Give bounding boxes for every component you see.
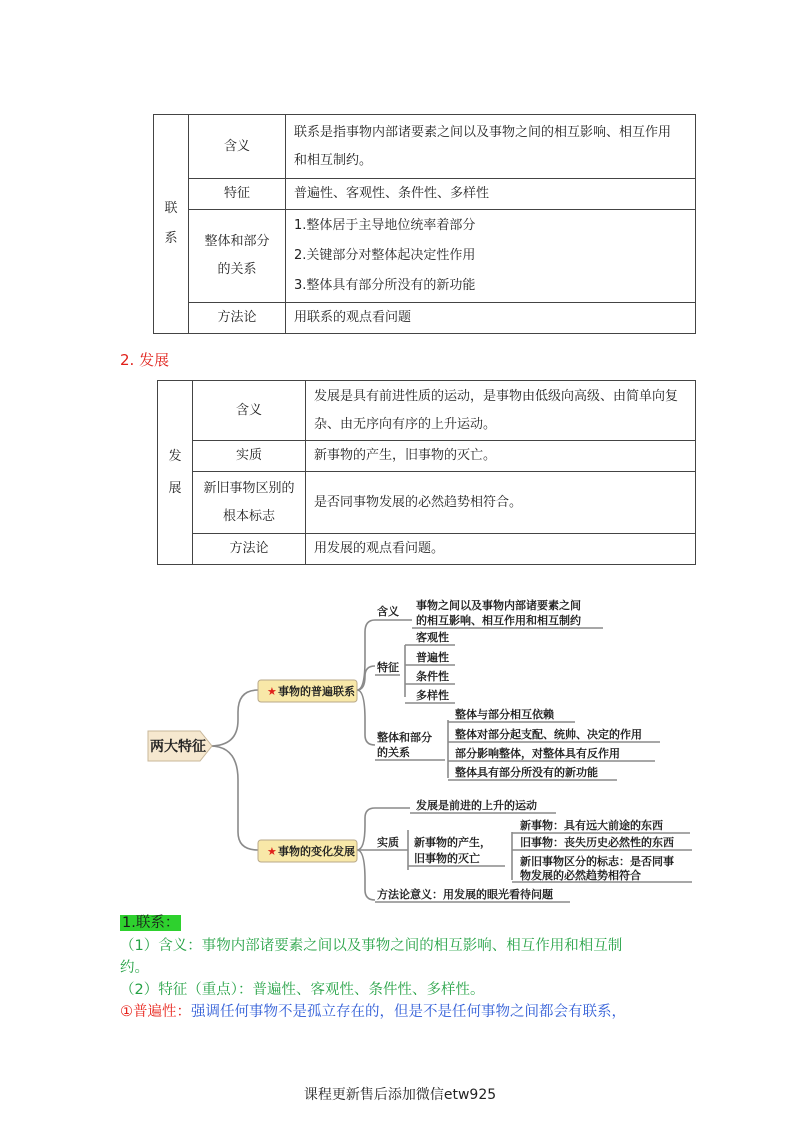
whole-item: 整体具有部分所没有的新功能 [455, 766, 598, 779]
table-row-key: 整体和部分 的关系 [189, 210, 286, 303]
table-development [157, 380, 696, 565]
node-label: 实质 [377, 836, 399, 849]
feature-item: 多样性 [416, 689, 449, 702]
node-text: 新旧事物区分的标志：是否同事 [520, 855, 674, 868]
table-group-label: 发展 [158, 381, 193, 565]
table-row-key: 新旧事物区别的 根本标志 [193, 472, 306, 534]
table-row-value: 用联系的观点看问题 [286, 303, 696, 334]
node-text: 旧事物：丧失历史必然性的东西 [520, 836, 674, 849]
branch-label: 事物的变化发展 [278, 845, 355, 858]
table-group-label: 联系 [154, 115, 189, 334]
footer-text: 课程更新售后添加微信etw925 [303, 1087, 497, 1103]
node-text: 旧事物的灭亡 [414, 852, 480, 865]
table-row-value: 发展是具有前进性质的运动，是事物由低级向高级、由简单向复 杂、由无序向有序的上升运动。 [306, 381, 696, 441]
feature-item: 普遍性 [416, 651, 449, 664]
table-row-value: 是否同事物发展的必然趋势相符合。 [306, 472, 696, 534]
feature-item: 客观性 [416, 631, 449, 644]
star-icon: ★ [267, 845, 277, 858]
table-row-value: 1.整体居于主导地位统率着部分 2.关键部分对整体起决定性作用 3.整体具有部分所没有的新功能 [286, 210, 696, 303]
branch-label: 事物的普遍联系 [278, 685, 355, 698]
node-text: 物发展的必然趋势相符合 [520, 869, 641, 882]
node-text: 发展是前进的上升的运动 [416, 799, 537, 812]
notes-features: （2）特征（重点）：普遍性、客观性、条件性、多样性。 [120, 982, 485, 998]
mind-map-branch-connection [258, 680, 357, 702]
table-row-key: 特征 [189, 179, 286, 210]
table-row-value: 用发展的观点看问题。 [306, 534, 696, 565]
node-text: 的相互影响、相互作用和相互制约 [416, 614, 581, 627]
table-row-key: 含义 [193, 381, 306, 441]
table-row-value: 联系是指事物内部诸要素之间以及事物之间的相互影响、相互作用 和相互制约。 [286, 115, 696, 179]
node-label: 含义 [377, 605, 399, 618]
star-icon: ★ [267, 685, 277, 698]
root-label: 两大特征 [150, 739, 206, 755]
node-text: 方法论意义：用发展的眼光看待问题 [377, 888, 553, 901]
whole-item: 部分影响整体，对整体具有反作用 [455, 747, 620, 760]
notes-universality: ①普遍性：强调任何事物不是孤立存在的，但是不是任何事物之间都会有联系， [120, 1004, 626, 1020]
mind-map-root [148, 731, 212, 761]
table-row-key: 含义 [189, 115, 286, 179]
table-row-value: 新事物的产生，旧事物的灭亡。 [306, 441, 696, 472]
table-row-key: 方法论 [193, 534, 306, 565]
notes-meaning: （1）含义：事物内部诸要素之间以及事物之间的相互影响、相互作用和相互制 约。 [120, 938, 623, 976]
node-label: 的关系 [377, 746, 410, 759]
whole-item: 整体对部分起支配、统帅、决定的作用 [455, 728, 642, 741]
node-label: 整体和部分 [377, 731, 432, 744]
node-label: 特征 [377, 661, 399, 674]
section-heading: 2. 发展 [120, 351, 170, 369]
table-row-value: 普遍性、客观性、条件性、多样性 [286, 179, 696, 210]
mind-map [0, 585, 800, 905]
table-row-key: 实质 [193, 441, 306, 472]
table-row-key: 方法论 [189, 303, 286, 334]
notes-heading: 1.联系： [122, 915, 180, 931]
node-text: 新事物：具有远大前途的东西 [520, 819, 663, 832]
node-text: 新事物的产生， [414, 836, 491, 849]
whole-item: 整体与部分相互依赖 [455, 708, 554, 721]
node-text: 事物之间以及事物内部诸要素之间 [416, 599, 581, 612]
feature-item: 条件性 [416, 670, 449, 683]
table-connection [153, 114, 696, 334]
mind-map-branch-development [258, 840, 357, 862]
